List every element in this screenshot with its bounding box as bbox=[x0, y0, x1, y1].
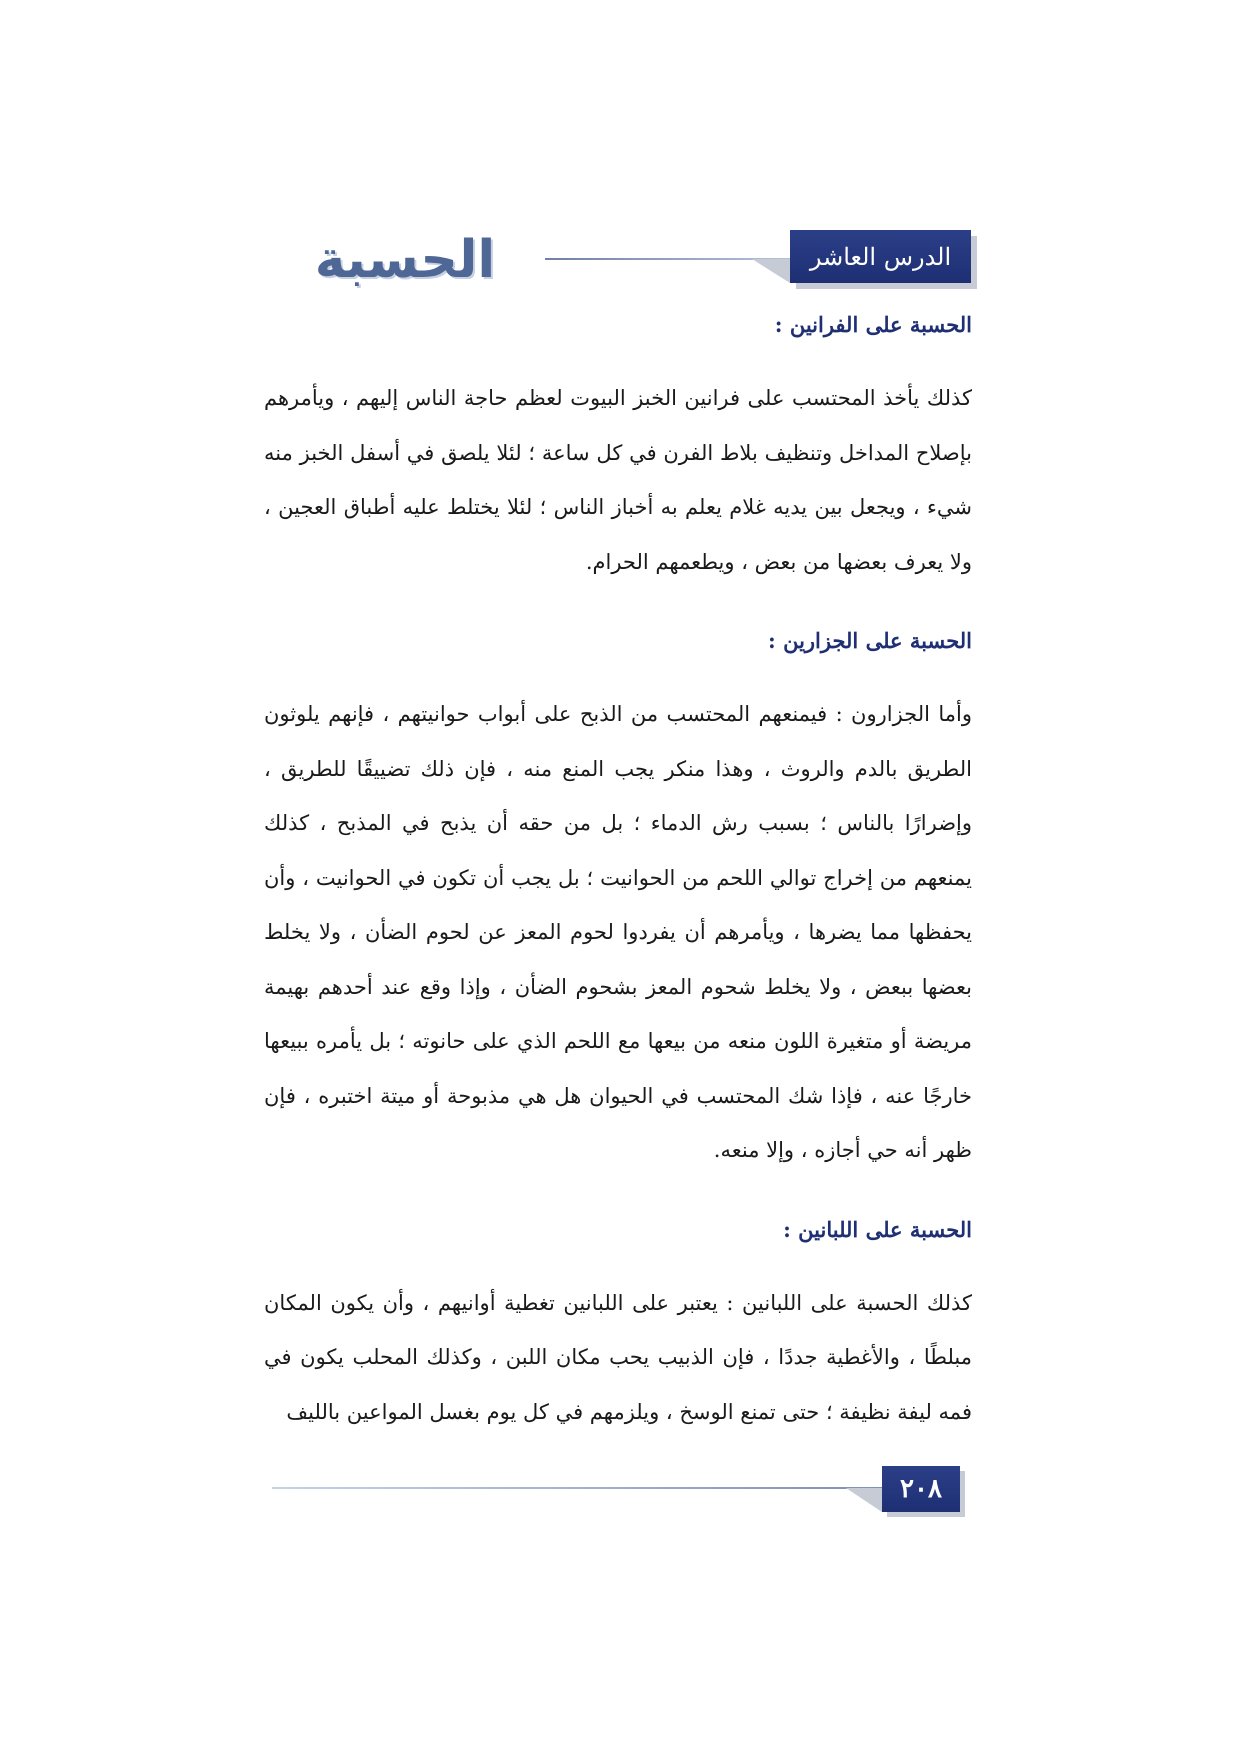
header-divider-wedge bbox=[752, 259, 790, 283]
section-heading: الحسبة على اللبانين : bbox=[783, 1216, 972, 1242]
section-paragraph: وأما الجزارون : فيمنعهم المحتسب من الذبح على أبواب حوانيتهم ، فإنهم يلوثون الطريق بالدم والروث ، وهذا منكر يجب المنع منه ، فإن ذلك تضييقًا للطريق ، وإضرارًا بالناس ؛ بسبب رش الدماء ؛ بل من حقه أن يذبح في المذبح ، كذلك يمنعهم من إخراج توالي اللحم من الحوانيت ؛ بل يجب أن تكون في الحوانيت ، وأن يحفظها مما يضرها ، ويأمرهم أن يفردوا لحوم المعز عن لحوم الضأن ، ولا يخلط بعضها ببعض ، ولا يخلط شحوم المعز بشحوم الضأن ، وإذا وقع عند أحدهم بهيمة مريضة أو متغيرة اللون منعه من بيعها مع اللحم الذي على حانوته ؛ بل يأمره ببيعها خارجًا عنه ، فإذا شك المحتسب في الحيوان هل هي مذبوحة أو ميتة اختبره ، فإن ظهر أنه حي أجازه ، وإلا منعه. bbox=[264, 702, 972, 1162]
section-milk-sellers bbox=[264, 1210, 972, 1440]
section-paragraph: كذلك الحسبة على اللبانين : يعتبر على اللبانين تغطية أوانيهم ، وأن يكون المكان مبلطًا ، والأغطية جددًا ، فإن الذبيب يحب مكان اللبن ، وكذلك المحلب يكون في فمه ليفة نظيفة ؛ حتى تمنع الوسخ ، ويلزمهم في كل يوم بغسل المواعين بالليف bbox=[264, 1290, 972, 1424]
book-title: الحسبة bbox=[314, 230, 496, 290]
section-heading: الحسبة على الفرانين : bbox=[774, 312, 972, 337]
footer-divider-wedge bbox=[846, 1488, 882, 1512]
footer-divider bbox=[272, 1487, 882, 1489]
section-bakers bbox=[264, 305, 972, 589]
page-number: ٢٠٨ bbox=[882, 1466, 960, 1512]
page-content bbox=[264, 305, 972, 1471]
section-heading: الحسبة على الجزارين : bbox=[768, 628, 972, 653]
section-paragraph: كذلك يأخذ المحتسب على فرانين الخبز البيوت لعظم حاجة الناس إليهم ، ويأمرهم بإصلاح المداخل وتنظيف بلاط الفرن في كل ساعة ؛ لئلا يلصق في أسفل الخبز منه شيء ، ويجعل بين يديه غلام يعلم به أخباز الناس ؛ لئلا يختلط عليه أطباق العجين ، ولا يعرف بعضها من بعض ، ويطعمهم الحرام. bbox=[264, 386, 972, 574]
lesson-badge: الدرس العاشر bbox=[790, 230, 971, 283]
section-butchers bbox=[264, 621, 972, 1178]
